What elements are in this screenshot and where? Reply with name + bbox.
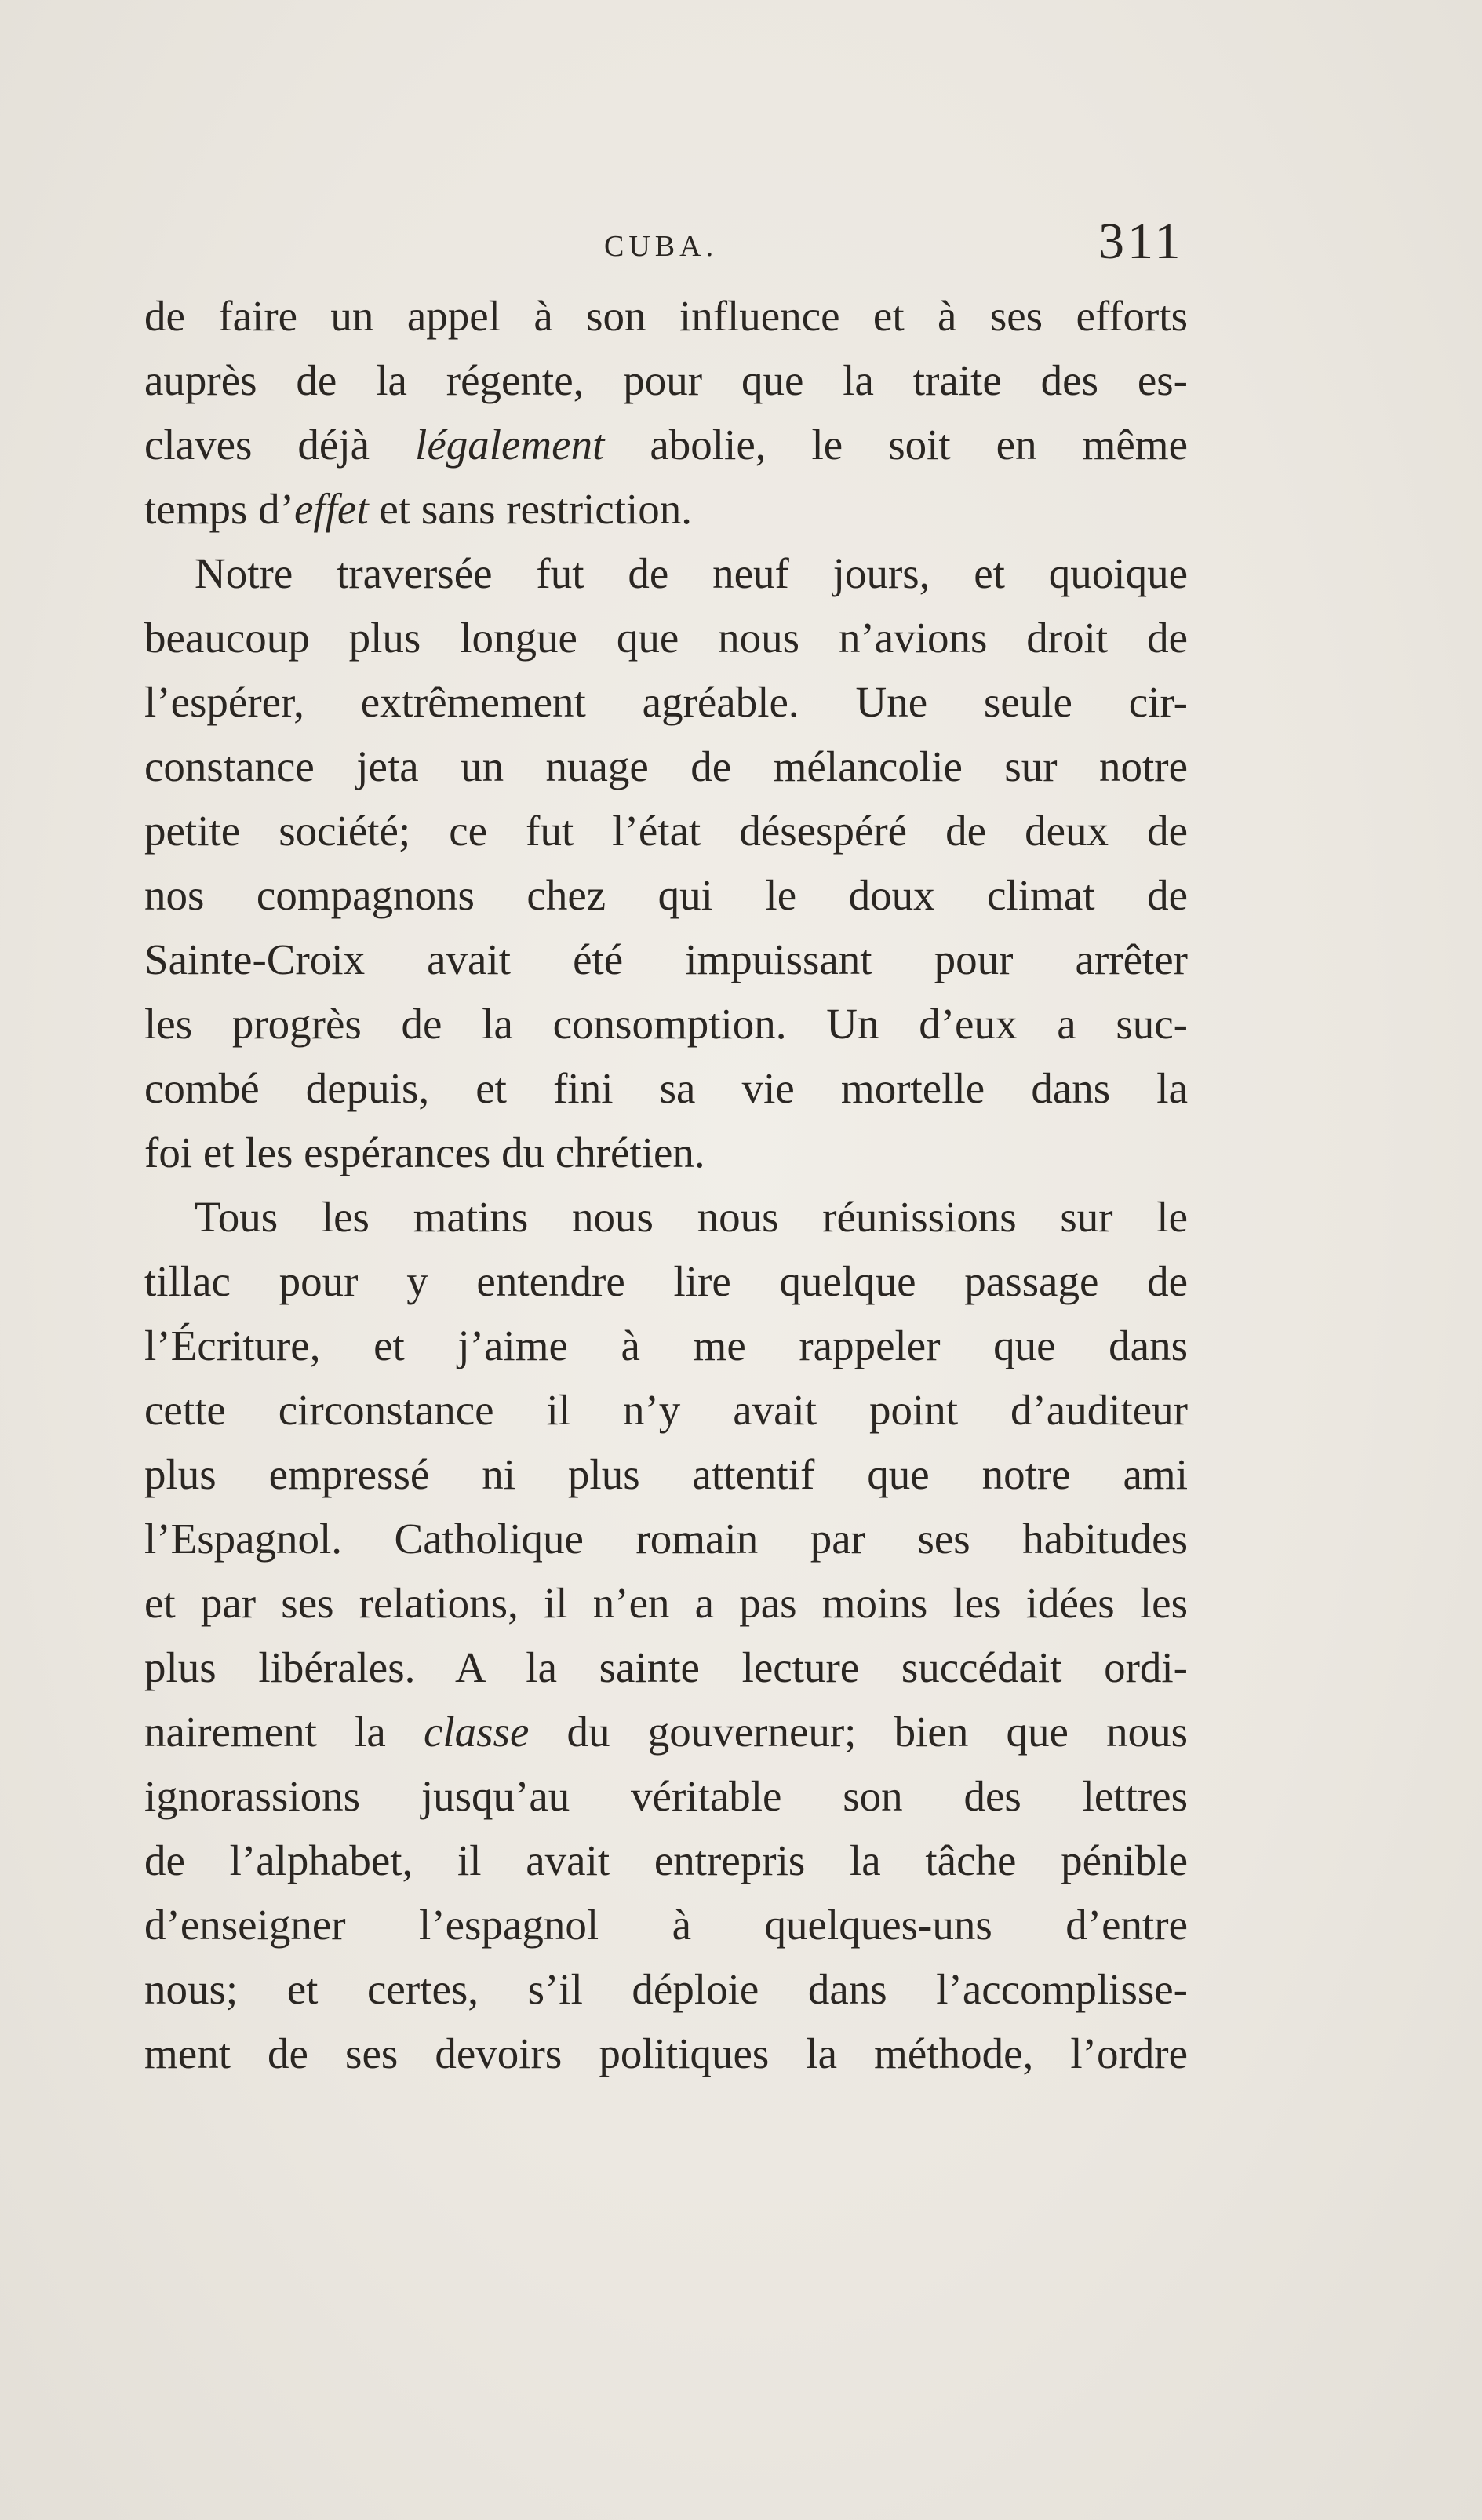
text-line: de l’alphabet, il avait entrepris la tâche pénible bbox=[144, 1836, 1188, 1884]
text-line: plus libérales. A la sainte lecture succédait ordi- bbox=[144, 1643, 1188, 1691]
text-line: Sainte-Croix avait été impuissant pour arrêter bbox=[144, 935, 1188, 983]
text-line: de faire un appel à son influence et à ses efforts bbox=[144, 292, 1188, 340]
paragraph-first-line: Tous les matins nous nous réunissions sur le bbox=[195, 1193, 1188, 1241]
paragraph-last-line: temps d’effet et sans restriction. bbox=[144, 485, 693, 533]
body-text bbox=[144, 284, 1188, 2086]
text-line: constance jeta un nuage de mélancolie sur notre bbox=[144, 742, 1188, 790]
text-line: beaucoup plus longue que nous n’avions droit de bbox=[144, 614, 1188, 662]
text-line: et par ses relations, il n’en a pas moins les idées les bbox=[144, 1579, 1188, 1627]
page-number: 311 bbox=[1098, 213, 1184, 270]
text-line: l’Écriture, et j’aime à me rappeler que dans bbox=[144, 1322, 1188, 1369]
text-line: combé depuis, et fini sa vie mortelle dans la bbox=[144, 1064, 1188, 1112]
text-line: cette circonstance il n’y avait point d’auditeur bbox=[144, 1386, 1188, 1434]
text-line: ignorassions jusqu’au véritable son des lettres bbox=[144, 1772, 1188, 1820]
italic-word: effet bbox=[293, 485, 369, 533]
text-line: les progrès de la consomption. Un d’eux a suc- bbox=[144, 1000, 1188, 1048]
text-line: nous; et certes, s’il déploie dans l’accomplisse- bbox=[144, 1965, 1188, 2013]
text-line: l’Espagnol. Catholique romain par ses habitudes bbox=[144, 1515, 1188, 1563]
text-line: tillac pour y entendre lire quelque passage de bbox=[144, 1257, 1188, 1305]
text-line: auprès de la régente, pour que la traite des es- bbox=[144, 356, 1188, 404]
text-line: d’enseigner l’espagnol à quelques-uns d’entre bbox=[144, 1901, 1188, 1949]
text-line: ment de ses devoirs politiques la méthode, l’ordre bbox=[144, 2029, 1188, 2077]
text-line: nos compagnons chez qui le doux climat de bbox=[144, 871, 1188, 919]
text-line: plus empressé ni plus attentif que notre ami bbox=[144, 1450, 1188, 1498]
italic-word: légalement bbox=[415, 421, 605, 469]
text-line: petite société; ce fut l’état désespéré de deux de bbox=[144, 807, 1188, 855]
running-head bbox=[0, 212, 1482, 283]
italic-word: classe bbox=[423, 1708, 530, 1756]
text-line: claves déjà légalement abolie, le soit en même bbox=[144, 421, 1188, 469]
paragraph-first-line: Notre traversée fut de neuf jours, et quoique bbox=[195, 549, 1188, 597]
running-title: CUBA. bbox=[604, 230, 719, 263]
text-line: l’espérer, extrêmement agréable. Une seule cir- bbox=[144, 678, 1188, 726]
paragraph-last-line: foi et les espérances du chrétien. bbox=[144, 1129, 705, 1176]
text-line: nairement la classe du gouverneur; bien que nous bbox=[144, 1708, 1188, 1756]
